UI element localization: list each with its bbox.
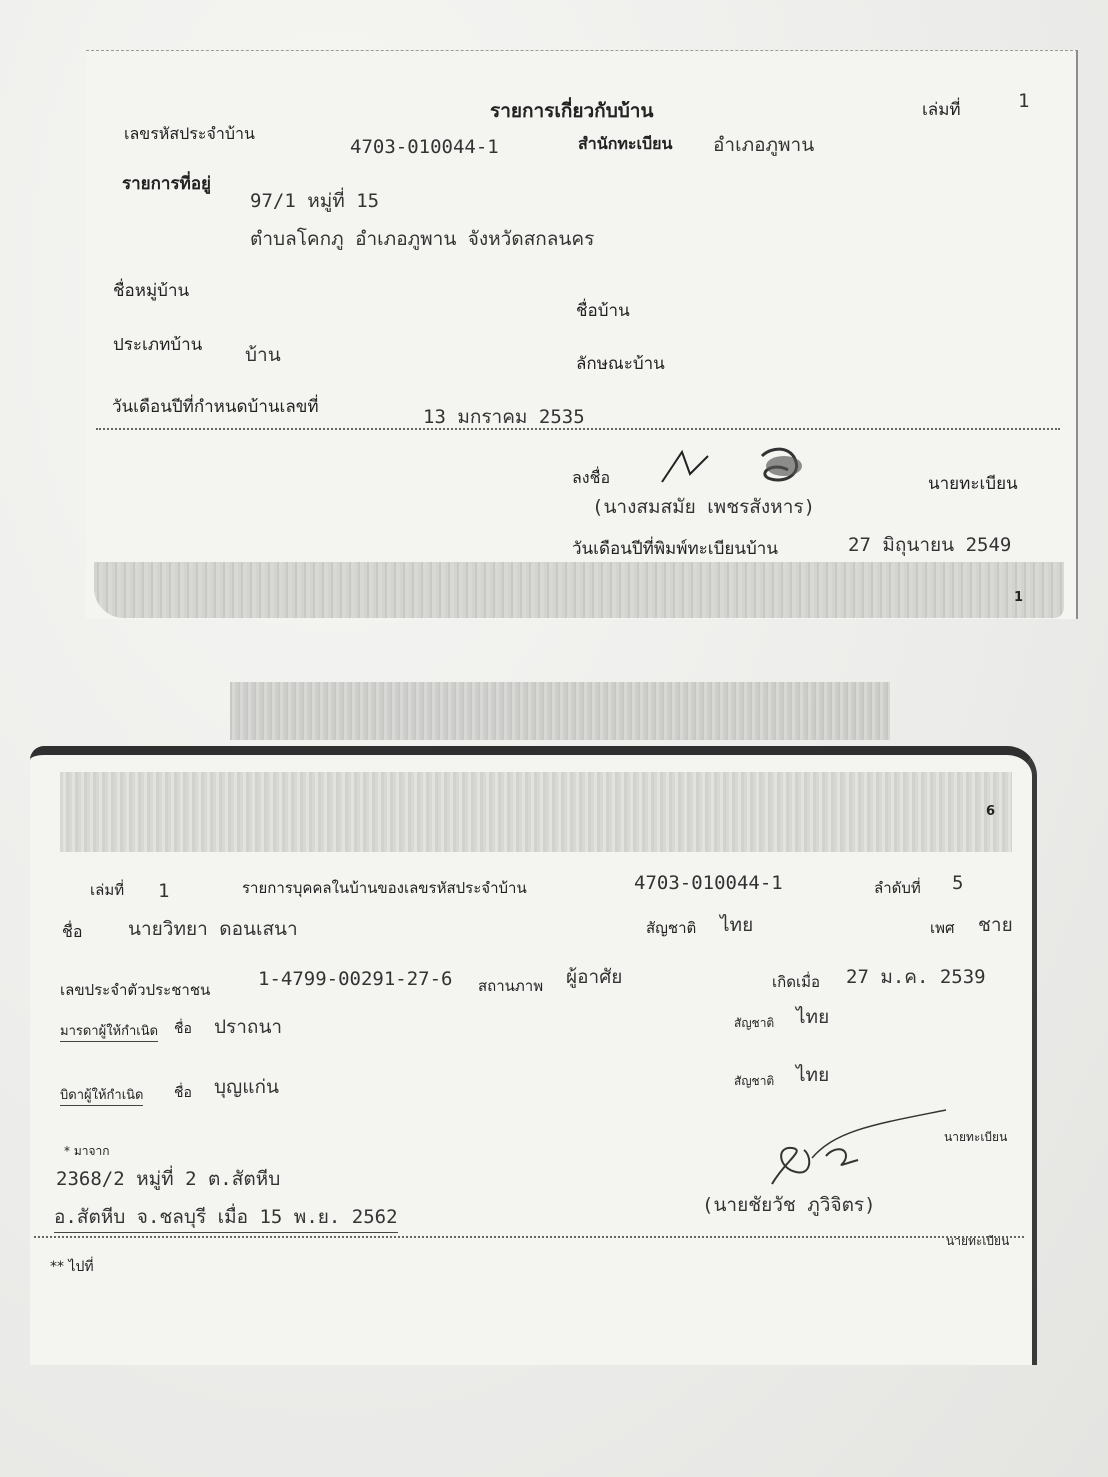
status-label: สถานภาพ [478, 977, 544, 995]
id-value: 1-4799-00291-27-6 [258, 968, 453, 990]
status-value: ผู้อาศัย [566, 966, 623, 988]
father-label: บิดาผู้ให้กำเนิด [60, 1084, 143, 1106]
born-label: เกิดเมื่อ [772, 973, 820, 991]
registry-office-value: อำเภอภูพาน [713, 134, 815, 156]
sex-value: ชาย [978, 914, 1013, 936]
person-house-code: 4703-010044-1 [634, 872, 783, 894]
mother-nationality-value: ไทย [796, 1006, 830, 1028]
assign-date-value: 13 มกราคม 2535 [423, 406, 585, 428]
house-registrar-signature [650, 440, 850, 500]
from-line1: 2368/2 หมู่ที่ 2 ต.สัตหีบ [56, 1168, 281, 1190]
order-value: 5 [952, 872, 964, 894]
to-label: ** ไปที่ [50, 1259, 94, 1275]
person-registrar-signature [766, 1110, 976, 1190]
nationality-value: ไทย [720, 914, 754, 936]
house-type-label: ประเภทบ้าน [113, 335, 203, 355]
mother-label: มารดาผู้ให้กำเนิด [60, 1020, 158, 1042]
print-date-label: วันเดือนปีที่พิมพ์ทะเบียนบ้าน [572, 539, 778, 559]
mother-name-label: ชื่อ [174, 1021, 192, 1037]
person-registrar-name: (นายชัยวัช ภูวิจิตร) [702, 1194, 876, 1216]
house-name-label: ชื่อบ้าน [576, 301, 630, 321]
address-line2: ตำบลโคกภู อำเภอภูพาน จังหวัดสกลนคร [250, 228, 595, 250]
house-character-label: ลักษณะบ้าน [576, 354, 665, 374]
from-line2: อ.สัตหีบ จ.ชลบุรี เมื่อ 15 พ.ย. 2562 [54, 1202, 398, 1233]
person-volume-value: 1 [158, 880, 170, 902]
house-card-divider [96, 428, 1060, 430]
person-volume-label: เล่มที่ [90, 881, 125, 899]
sign-label: ลงชื่อ [572, 468, 611, 487]
nationality-label: สัญชาติ [646, 919, 697, 937]
house-code-value: 4703-010044-1 [350, 136, 499, 158]
person-card-header-shade [60, 772, 1012, 852]
from-label: * มาจาก [64, 1144, 110, 1158]
house-card-page-number: 1 [1014, 590, 1024, 605]
house-code-label: เลขรหัสประจำบ้าน [124, 124, 255, 143]
sex-label: เพศ [930, 919, 955, 937]
name-label: ชื่อ [62, 922, 83, 941]
scan-shadow-band [230, 682, 890, 740]
father-nationality-label: สัญชาติ [734, 1074, 775, 1088]
house-type-value: บ้าน [245, 344, 281, 366]
registrar-name: (นางสมสมัย เพชรสังหาร) [592, 496, 816, 518]
father-name-label: ชื่อ [174, 1085, 192, 1101]
volume-value: 1 [1018, 90, 1030, 112]
order-label: ลำดับที่ [874, 879, 921, 897]
registry-office-label: สำนักทะเบียน [578, 134, 673, 153]
registrar-label-top: นายทะเบียน [944, 1130, 1008, 1144]
address-line1: 97/1 หมู่ที่ 15 [250, 190, 380, 212]
assign-date-label: วันเดือนปีที่กำหนดบ้านเลขที่ [112, 397, 319, 417]
mother-nationality-label: สัญชาติ [734, 1016, 775, 1030]
address-label: รายการที่อยู่ [122, 174, 211, 194]
house-card-shadow [94, 562, 1064, 618]
mother-name-value: ปราถนา [214, 1016, 283, 1038]
print-date-value: 27 มิถุนายน 2549 [848, 534, 1012, 556]
registrar-label: นายทะเบียน [928, 474, 1018, 494]
father-name-value: บุญแก่น [214, 1076, 279, 1098]
person-card-divider [34, 1236, 1024, 1238]
registrar-label-bottom: นายทะเบียน [946, 1234, 1010, 1248]
id-label: เลขประจำตัวประชาชน [60, 981, 211, 999]
person-card-page-number: 6 [986, 804, 996, 819]
person-card-title: รายการบุคคลในบ้านของเลขรหัสประจำบ้าน [242, 879, 527, 897]
village-label: ชื่อหมู่บ้าน [113, 281, 190, 301]
born-value: 27 ม.ค. 2539 [846, 966, 986, 988]
house-card-title: รายการเกี่ยวกับบ้าน [490, 100, 654, 122]
name-value: นายวิทยา ดอนเสนา [128, 918, 298, 940]
volume-label: เล่มที่ [922, 100, 961, 120]
father-nationality-value: ไทย [796, 1064, 830, 1086]
